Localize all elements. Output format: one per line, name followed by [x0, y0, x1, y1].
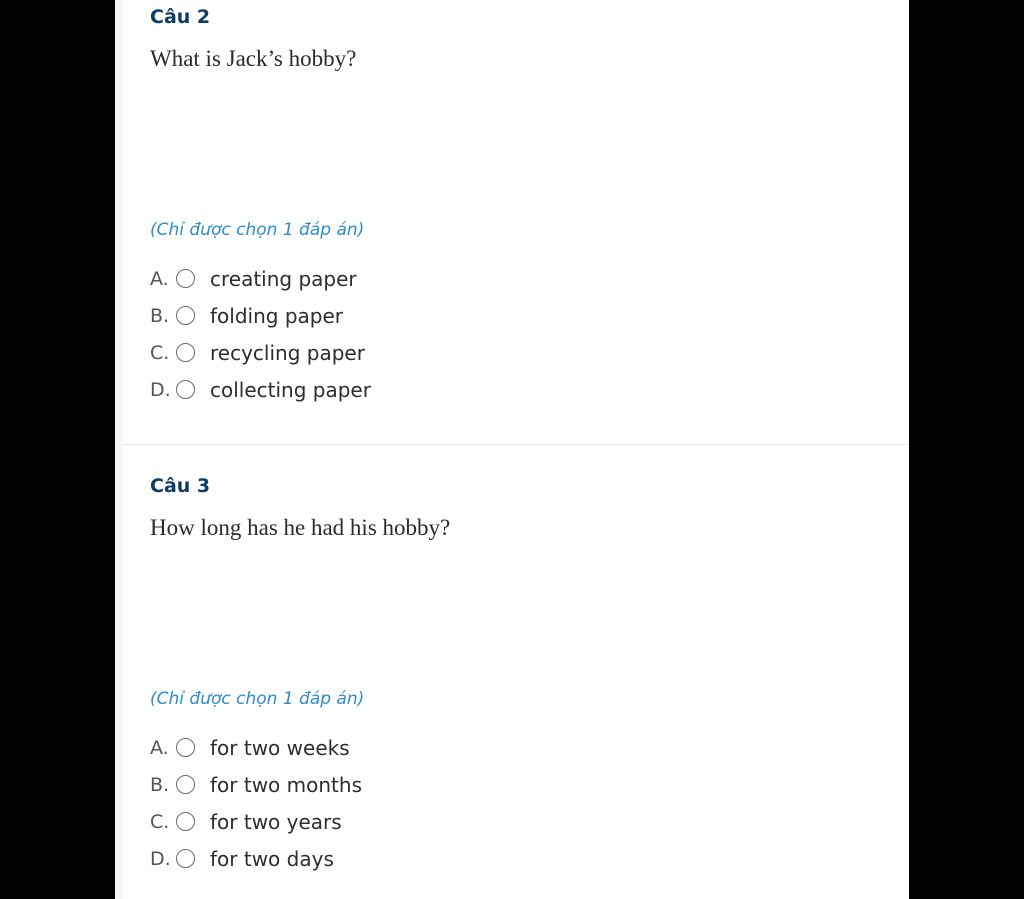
radio-button[interactable] — [176, 812, 195, 831]
option-letter: D. — [150, 847, 171, 870]
option-text: recycling paper — [210, 340, 365, 365]
answer-option-c[interactable] — [150, 334, 850, 371]
question-title: Câu 3 — [150, 475, 211, 497]
option-letter: B. — [150, 304, 170, 327]
option-text: for two weeks — [210, 735, 350, 760]
option-letter: D. — [150, 378, 171, 401]
answer-option-b[interactable] — [150, 297, 850, 334]
answer-option-d[interactable] — [150, 840, 850, 877]
answer-options — [150, 729, 850, 877]
option-text: for two days — [210, 846, 334, 871]
answer-option-a[interactable] — [150, 260, 850, 297]
question-card — [115, 445, 909, 899]
answer-option-b[interactable] — [150, 766, 850, 803]
answer-hint: (Chỉ được chọn 1 đáp án) — [150, 220, 365, 240]
option-text: collecting paper — [210, 377, 371, 402]
answer-option-d[interactable] — [150, 371, 850, 408]
question-divider — [123, 444, 909, 445]
radio-button[interactable] — [176, 738, 195, 757]
question-text: How long has he had his hobby? — [150, 515, 451, 540]
option-text: folding paper — [210, 303, 343, 328]
question-card — [115, 0, 909, 444]
radio-button[interactable] — [176, 306, 195, 325]
option-text: for two years — [210, 809, 342, 834]
option-text: creating paper — [210, 266, 357, 291]
answer-option-c[interactable] — [150, 803, 850, 840]
answer-hint: (Chỉ được chọn 1 đáp án) — [150, 689, 365, 709]
option-letter: A. — [150, 267, 169, 290]
radio-button[interactable] — [176, 775, 195, 794]
answer-option-a[interactable] — [150, 729, 850, 766]
answer-options — [150, 260, 850, 408]
page-left-edge — [115, 0, 123, 899]
question-title: Câu 2 — [150, 6, 211, 28]
radio-button[interactable] — [176, 380, 195, 399]
radio-button[interactable] — [176, 343, 195, 362]
option-text: for two months — [210, 772, 362, 797]
quiz-page — [115, 0, 909, 899]
option-letter: C. — [150, 341, 170, 364]
radio-button[interactable] — [176, 849, 195, 868]
option-letter: A. — [150, 736, 169, 759]
question-text: What is Jack’s hobby? — [150, 46, 357, 71]
option-letter: C. — [150, 810, 170, 833]
option-letter: B. — [150, 773, 170, 796]
radio-button[interactable] — [176, 269, 195, 288]
